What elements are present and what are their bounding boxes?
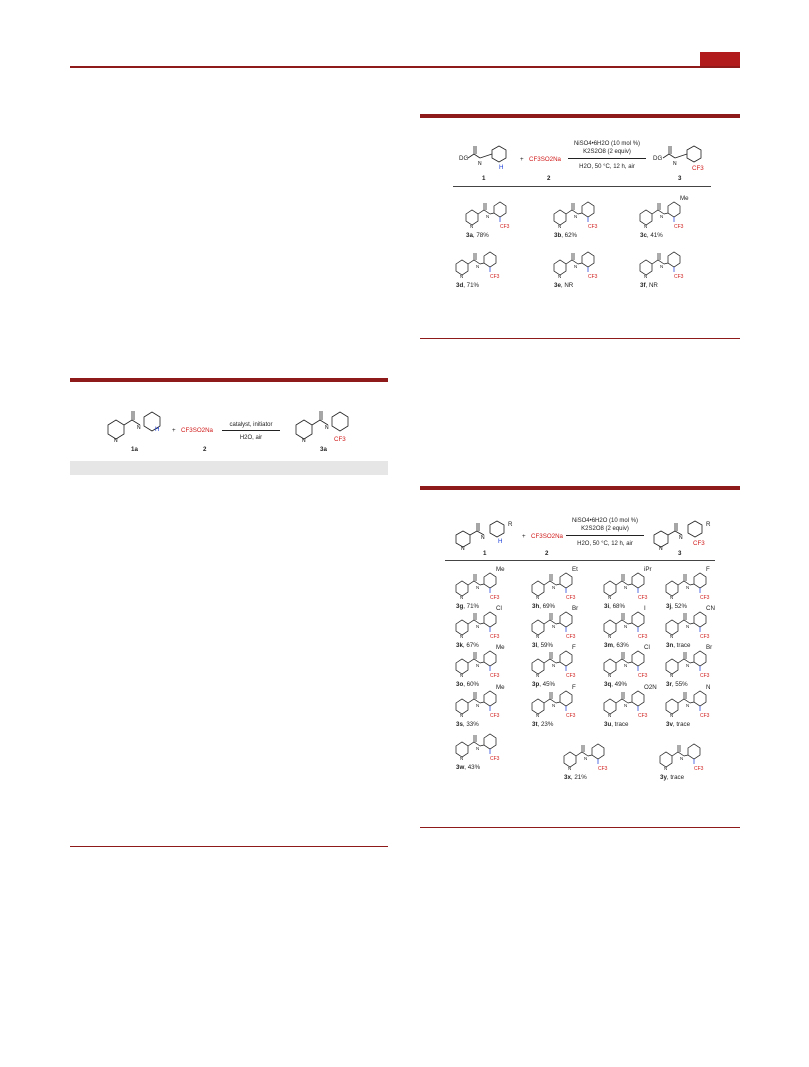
scheme-scope-arrow [566, 535, 644, 536]
dg-product-3c-yield: , 41% [646, 232, 663, 239]
svg-text:N: N [460, 713, 464, 718]
scheme-dg-bottom-rule [420, 338, 740, 339]
scope-product-3p-id: 3p [532, 681, 540, 688]
scheme-small-conditions-bottom: H2O, air [239, 435, 263, 441]
svg-text:N: N [476, 746, 480, 751]
svg-text:N: N [568, 766, 572, 771]
svg-text:N: N [670, 673, 674, 678]
svg-text:CF3: CF3 [490, 595, 500, 601]
scope-product-3j-substituent: F [706, 566, 710, 573]
svg-text:N: N [624, 663, 628, 668]
svg-text:N: N [673, 161, 677, 167]
svg-text:CF3: CF3 [566, 595, 576, 601]
scope-product-3n-substituent: CN [706, 605, 715, 612]
svg-text:N: N [660, 264, 664, 269]
scope-product-3t-id: 3t [532, 721, 538, 728]
svg-text:N: N [460, 634, 464, 639]
svg-text:N: N [476, 585, 480, 590]
dg-product-3b-id: 3b [554, 232, 562, 239]
svg-text:CF3: CF3 [638, 673, 648, 679]
svg-text:N: N [608, 595, 612, 600]
svg-text:N: N [114, 438, 118, 444]
svg-text:N: N [302, 438, 306, 444]
scheme-dg-conditions-2: K2S2O8 (2 equiv) [583, 149, 631, 155]
dg-product-3d-structure [452, 246, 508, 280]
svg-text:CF3: CF3 [700, 595, 710, 601]
dg-product-3b-label [554, 233, 577, 239]
scope-product-3j-yield: , 52% [671, 603, 687, 610]
svg-text:CF3: CF3 [566, 673, 576, 679]
svg-text:N: N [470, 224, 474, 229]
svg-text:N: N [644, 224, 648, 229]
scheme-dg-product-structure [663, 140, 713, 172]
dg-product-3a-id: 3a [466, 232, 473, 239]
scope-product-3k-yield: , 67% [462, 642, 479, 649]
scope-product-3k-substituent: Cl [496, 605, 502, 612]
dg-product-3f-id: 3f [640, 282, 646, 289]
svg-text:CF3: CF3 [588, 224, 598, 230]
svg-text:N: N [660, 214, 664, 219]
scheme-dg-label-sm: 1 [482, 175, 486, 182]
svg-text:CF3: CF3 [490, 673, 500, 679]
scope-product-3x-id: 3x [564, 774, 571, 781]
svg-text:CF3: CF3 [674, 224, 684, 230]
scheme-scope-label-reagent: 2 [545, 550, 549, 557]
svg-text:N: N [558, 224, 562, 229]
scheme-dg-product-dg: DG [653, 155, 663, 162]
scope-product-3x-label [564, 775, 587, 781]
svg-text:CF3: CF3 [674, 274, 684, 280]
scope-product-3r-substituent: Br [706, 644, 713, 651]
scope-product-3o-yield: , 60% [463, 681, 480, 688]
scope-product-3w-yield: , 43% [464, 764, 481, 771]
svg-text:CF3: CF3 [490, 756, 500, 762]
scope-product-3r-yield: , 55% [671, 681, 688, 688]
svg-text:N: N [478, 161, 482, 167]
dg-product-3c-substituent: Me [680, 195, 689, 202]
svg-text:N: N [460, 274, 464, 279]
scope-product-3h-yield: , 69% [539, 603, 556, 610]
scope-product-3q-id: 3q [604, 681, 612, 688]
scope-product-3o-substituent: Me [496, 644, 505, 651]
table-top-rule [70, 378, 388, 382]
scope-product-3o-id: 3o [456, 681, 464, 688]
svg-text:N: N [686, 624, 690, 629]
svg-text:CF3: CF3 [700, 634, 710, 640]
svg-text:N: N [644, 274, 648, 279]
scope-product-3y-structure [656, 738, 712, 772]
svg-text:N: N [536, 713, 540, 718]
dg-product-3f-label [640, 283, 658, 289]
scope-product-3k-id: 3k [456, 642, 463, 649]
svg-text:N: N [476, 703, 480, 708]
dg-product-3f-structure [636, 246, 692, 280]
scheme-small-label-product: 3a [320, 446, 327, 453]
scheme-small-h: H [155, 426, 160, 433]
scope-product-3l-id: 3l [532, 642, 538, 649]
scheme-scope-conditions-3: H2O, 50 °C, 12 h, air [577, 541, 633, 547]
svg-text:CF3: CF3 [638, 595, 648, 601]
scheme-dg-reagent: CF3SO2Na [529, 156, 561, 163]
scheme-dg-label-product: 3 [678, 175, 682, 182]
header-tab [700, 52, 740, 66]
scope-product-3l-yield: , 59% [537, 642, 553, 649]
svg-text:N: N [574, 214, 578, 219]
scope-product-3s-id: 3s [456, 721, 463, 728]
scope-product-3m-structure [600, 606, 656, 640]
table-bottom-rule [70, 846, 388, 847]
scheme-scope-divider [445, 560, 715, 561]
dg-product-3f-yield: , NR [645, 282, 658, 289]
svg-text:CF3: CF3 [638, 634, 648, 640]
scope-product-3u-label [604, 722, 628, 728]
svg-text:N: N [461, 546, 465, 552]
svg-text:N: N [670, 634, 674, 639]
scope-product-3u-id: 3u [604, 721, 612, 728]
scheme-small-reagent: CF3SO2Na [181, 427, 213, 434]
dg-product-3a-yield: , 78% [472, 232, 489, 239]
scheme-dg-conditions-3: H2O, 50 °C, 12 h, air [579, 164, 635, 170]
svg-text:N: N [574, 264, 578, 269]
svg-text:CF3: CF3 [566, 713, 576, 719]
svg-text:N: N [558, 274, 562, 279]
svg-text:CF3: CF3 [490, 274, 500, 280]
scope-product-3v-substituent: N [706, 684, 711, 691]
scheme-small-label-sm: 1a [131, 446, 138, 453]
svg-text:N: N [536, 595, 540, 600]
scope-top-rule [420, 486, 740, 490]
header-rule [70, 66, 740, 68]
scope-product-3t-substituent: F [572, 684, 576, 691]
scope-product-3u-substituent: O2N [644, 684, 657, 691]
svg-text:N: N [608, 713, 612, 718]
svg-text:N: N [670, 713, 674, 718]
scope-product-3s-substituent: Me [496, 684, 505, 691]
scope-product-3w-id: 3w [456, 764, 465, 771]
dg-product-3a-structure [462, 196, 518, 230]
scope-product-3v-label [666, 722, 690, 728]
scope-bottom-rule [420, 827, 740, 828]
svg-text:N: N [608, 673, 612, 678]
table-header-bar [70, 461, 388, 475]
scheme-dg-arrow [568, 158, 646, 159]
scope-product-3i-yield: , 68% [609, 603, 625, 610]
scheme-small-label-reagent: 2 [203, 446, 207, 453]
svg-text:N: N [624, 585, 628, 590]
scheme-scope-cf3: CF3 [693, 540, 705, 547]
scope-product-3h-id: 3h [532, 603, 540, 610]
scope-product-3x-structure [560, 738, 616, 772]
svg-text:N: N [686, 703, 690, 708]
scheme-dg-top-rule [420, 114, 740, 118]
scope-product-3g-yield: , 71% [463, 603, 480, 610]
svg-text:N: N [659, 546, 663, 552]
scope-product-3p-yield: , 45% [539, 681, 556, 688]
scope-product-3g-id: 3g [456, 603, 464, 610]
svg-text:CF3: CF3 [638, 713, 648, 719]
svg-text:CF3: CF3 [588, 274, 598, 280]
svg-text:CF3: CF3 [700, 713, 710, 719]
scope-product-3m-substituent: I [644, 605, 646, 612]
dg-product-3d-id: 3d [456, 282, 464, 289]
svg-text:N: N [686, 663, 690, 668]
svg-text:N: N [584, 756, 588, 761]
scheme-scope-plus: + [522, 533, 526, 540]
svg-text:N: N [552, 663, 556, 668]
scheme-dg-h: H [499, 164, 504, 171]
scheme-scope-product-r: R [706, 521, 711, 528]
scope-product-3n-id: 3n [666, 642, 674, 649]
svg-text:N: N [664, 766, 668, 771]
scheme-dg-dg: DG [459, 155, 469, 162]
svg-text:N: N [552, 624, 556, 629]
svg-text:CF3: CF3 [490, 713, 500, 719]
scope-product-3l-substituent: Br [572, 605, 579, 612]
scheme-small-arrow [222, 430, 280, 431]
svg-text:N: N [536, 673, 540, 678]
svg-text:N: N [686, 585, 690, 590]
scheme-scope-conditions-2: K2S2O8 (2 equiv) [581, 526, 629, 532]
dg-product-3d-yield: , 71% [463, 282, 480, 289]
dg-product-3a-label [466, 233, 489, 239]
dg-product-3b-structure [550, 196, 606, 230]
svg-text:CF3: CF3 [598, 766, 608, 772]
scope-product-3x-yield: , 21% [570, 774, 587, 781]
dg-product-3d-label [456, 283, 479, 289]
svg-text:N: N [624, 624, 628, 629]
scheme-scope-product-structure [650, 515, 710, 553]
scope-product-3u-yield: , trace [611, 721, 629, 728]
scope-product-3r-id: 3r [666, 681, 672, 688]
dg-product-3e-structure [550, 246, 606, 280]
svg-text:N: N [325, 425, 329, 431]
scheme-small-plus: + [172, 427, 176, 434]
scheme-scope-reagent: CF3SO2Na [531, 533, 563, 540]
svg-text:CF3: CF3 [694, 766, 704, 772]
scope-product-3q-substituent: Cl [644, 644, 650, 651]
svg-text:N: N [476, 264, 480, 269]
svg-text:N: N [624, 703, 628, 708]
scope-product-3g-substituent: Me [496, 566, 505, 573]
scope-product-3m-id: 3m [604, 642, 613, 649]
scheme-scope-label-sm: 1 [483, 550, 487, 557]
dg-product-3e-label [554, 283, 573, 289]
svg-text:N: N [670, 595, 674, 600]
scope-product-3y-yield: , trace [666, 774, 685, 781]
scope-product-3j-id: 3j [666, 603, 672, 610]
svg-text:N: N [460, 756, 464, 761]
svg-text:N: N [608, 634, 612, 639]
scope-product-3v-yield: , trace [672, 721, 691, 728]
scope-product-3w-structure [452, 728, 508, 762]
dg-product-3c-label [640, 233, 663, 239]
scope-product-3p-substituent: F [572, 644, 576, 651]
svg-text:CF3: CF3 [566, 634, 576, 640]
scope-product-3i-id: 3i [604, 603, 610, 610]
svg-text:CF3: CF3 [700, 673, 710, 679]
svg-text:N: N [552, 585, 556, 590]
scope-product-3v-id: 3v [666, 721, 673, 728]
scope-product-3i-substituent: iPr [644, 566, 652, 573]
scope-product-3y-label [660, 775, 684, 781]
svg-text:N: N [460, 595, 464, 600]
svg-text:N: N [460, 673, 464, 678]
svg-text:N: N [476, 663, 480, 668]
svg-text:N: N [552, 703, 556, 708]
svg-text:N: N [481, 535, 485, 541]
svg-text:N: N [486, 214, 490, 219]
scheme-dg-cf3: CF3 [692, 165, 704, 172]
scheme-dg-plus: + [520, 156, 524, 163]
scheme-dg-sm-structure [468, 140, 518, 172]
dg-product-3e-id: 3e [554, 282, 561, 289]
dg-product-3c-id: 3c [640, 232, 647, 239]
scheme-scope-sm-structure [452, 515, 512, 553]
scheme-small-cf3: CF3 [334, 436, 346, 443]
svg-text:N: N [476, 624, 480, 629]
scope-product-3q-yield: , 49% [611, 681, 628, 688]
svg-text:N: N [137, 425, 141, 431]
scope-product-3y-id: 3y [660, 774, 667, 781]
scheme-scope-label-product: 3 [678, 550, 682, 557]
scope-product-3h-substituent: Et [572, 566, 578, 573]
scheme-dg-label-reagent: 2 [547, 175, 551, 182]
scope-product-3n-yield: , trace [673, 642, 691, 649]
scheme-scope-r: R [508, 521, 513, 528]
svg-text:CF3: CF3 [500, 224, 510, 230]
scope-product-3t-yield: , 23% [537, 721, 554, 728]
svg-text:CF3: CF3 [490, 634, 500, 640]
svg-text:N: N [680, 756, 684, 761]
svg-text:N: N [536, 634, 540, 639]
svg-text:N: N [679, 535, 683, 541]
scheme-scope-h: H [498, 538, 503, 545]
scope-product-3s-yield: , 33% [462, 721, 479, 728]
starting-material-1a-structure [100, 405, 160, 445]
dg-product-3e-yield: , NR [560, 282, 574, 289]
scheme-dg-conditions-1: NiSO4•6H2O (10 mol %) [573, 141, 641, 147]
scope-product-3w-label [456, 765, 480, 771]
scheme-scope-conditions-1: NiSO4•6H2O (10 mol %) [571, 518, 639, 524]
scope-product-3m-yield: , 63% [612, 642, 629, 649]
scheme-small-conditions-top: catalyst, initiator [229, 422, 273, 428]
scope-product-3t-label [532, 722, 553, 728]
scheme-dg-divider [453, 186, 711, 187]
dg-product-3b-yield: , 62% [561, 232, 578, 239]
